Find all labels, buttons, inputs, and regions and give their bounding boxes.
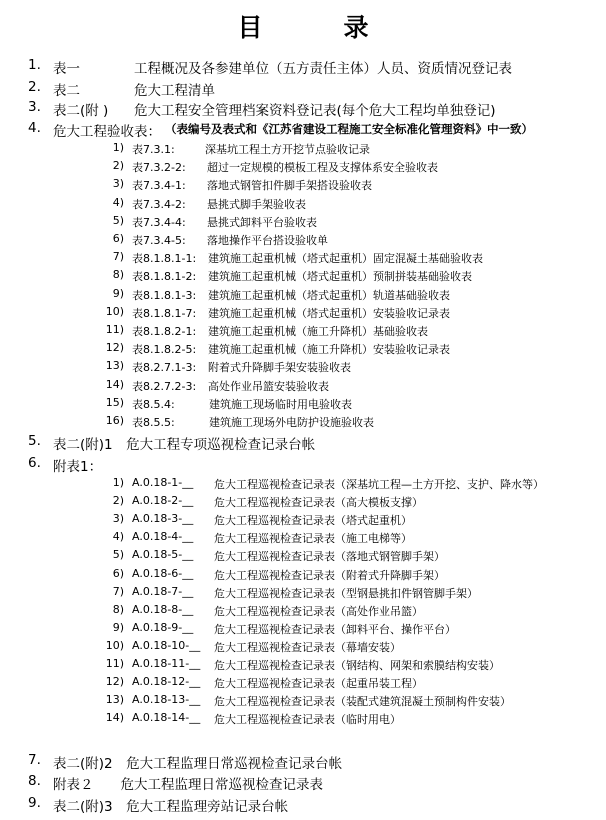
toc-code: 表一 [53,61,80,77]
toc-desc: 附表1： [53,459,103,475]
list-desc: 危大工程巡视检查记录表（高大模板支撑） [214,496,423,510]
list-number: 12) [105,341,124,355]
list-desc: 危大工程巡视检查记录表（附着式升降脚手架） [214,568,445,582]
list-number: 16) [105,414,124,427]
list-code: 表8.2.7.1-3: [132,361,197,375]
list-desc: 危大工程巡视检查记录表（塔式起重机） [214,514,412,528]
list-number: 4) [112,530,124,544]
list-desc: 危大工程巡视检查记录表（临时用电） [214,713,401,727]
list-desc: 危大工程巡视检查记录表（高处作业吊篮） [214,604,423,618]
list-desc: 危大工程巡视检查记录表（卸料平台、操作平台） [214,622,456,636]
list-number: 3) [112,177,124,191]
toc-number: 9. [28,795,41,811]
list-code: A.0.18-7-__ [132,584,194,598]
list-code: 表7.3.4-2: [132,197,186,211]
list-number: 12) [105,675,124,689]
list-desc: 建筑施工现场临时用电验收表 [209,397,352,411]
list-desc: 建筑施工起重机械（塔式起重机）轨道基础验收表 [208,288,450,302]
toc-desc: 危大工程验收表： [53,124,161,140]
list-desc: 建筑施工起重机械（塔式起重机）预制拼装基础验收表 [208,270,472,284]
toc-code: 表二(附 ) [53,103,109,119]
toc-desc: 工程概况及各参建单位（五方责任主体）人员、资质情况登记表 [134,61,512,77]
list-code: 表8.1.8.2-5: [132,343,197,357]
list-desc: 高处作业吊篮安装验收表 [208,379,329,393]
list-number: 9) [112,620,124,634]
list-desc: 建筑施工起重机械（施工升降机）基础验收表 [208,325,428,338]
list-number: 1) [112,476,124,489]
list-number: 3) [112,512,124,526]
page-title: 目 录 [237,13,397,42]
list-desc: 危大工程巡视检查记录表（落地式钢管脚手架） [214,550,445,564]
list-number: 13) [105,693,124,707]
toc-code: 表二 [53,83,80,99]
list-code: A.0.18-2-__ [132,494,194,508]
toc-number: 4. [28,120,41,136]
toc-number: 8. [28,773,41,789]
toc-number: 2. [28,79,41,95]
list-number: 9) [112,286,124,300]
list-desc: 危大工程巡视检查记录表（起重吊装工程） [214,677,423,691]
toc-note: （表编号及表式和《江苏省建设工程施工安全标准化管理资料》中一致） [165,122,533,136]
list-code: 表7.3.4-4: [132,215,186,229]
list-code: 表7.3.4-5: [132,234,186,247]
list-code: A.0.18-12-__ [132,675,201,689]
list-desc: 建筑施工起重机械（塔式起重机）固定混凝土基础验收表 [208,252,483,266]
toc-desc: 危大工程安全管理档案资料登记表(每个危大工程均单独登记) [134,103,496,119]
list-number: 10) [105,304,124,318]
list-number: 1) [112,141,124,154]
list-number: 4) [112,195,124,209]
list-number: 8) [112,602,124,616]
list-code: 表8.1.8.1-3: [132,288,197,302]
list-code: A.0.18-5-__ [132,548,194,562]
list-number: 13) [105,359,124,373]
list-number: 11) [105,657,124,670]
toc-desc: 危大工程清单 [134,83,215,99]
list-number: 11) [105,323,124,336]
list-number: 14) [105,711,124,725]
list-desc: 危大工程巡视检查记录表（幕墙安装） [214,640,401,654]
list-code: A.0.18-11-__ [132,657,201,670]
list-number: 14) [105,377,124,391]
list-code: A.0.18-3-__ [132,512,194,526]
list-number: 2) [112,494,124,508]
list-number: 6) [112,566,124,580]
toc-number: 7. [28,752,41,768]
list-desc: 危大工程巡视检查记录表（型钢悬挑扣件钢管脚手架） [214,586,478,600]
list-number: 15) [105,395,124,409]
list-code: A.0.18-6-__ [132,566,194,580]
list-number: 5) [112,548,124,562]
list-desc: 悬挑式脚手架验收表 [207,197,306,211]
list-code: A.0.18-13-__ [132,693,201,707]
list-desc: 悬挑式卸料平台验收表 [207,215,317,229]
list-desc: 危大工程巡视检查记录表（施工电梯等） [214,532,412,546]
list-number: 7) [112,584,124,598]
list-code: 表8.1.8.1-7: [132,306,197,320]
list-desc: 危大工程巡视检查记录表（装配式建筑混凝土预制构件安装） [214,695,511,709]
list-number: 8) [112,268,124,282]
list-code: 表8.1.8.1-2: [132,270,197,284]
list-desc: 深基坑工程土方开挖节点验收记录 [205,143,370,156]
toc-number: 1. [28,57,41,73]
list-code: 表8.1.8.1-1: [132,252,197,266]
list-code: 表7.3.4-1: [132,179,186,193]
list-number: 5) [112,213,124,227]
list-number: 10) [105,638,124,652]
list-code: 表7.3.2-2: [132,161,186,175]
list-desc: 建筑施工现场外电防护设施验收表 [209,416,374,429]
list-code: A.0.18-9-__ [132,620,194,634]
toc-number: 5. [28,433,41,449]
list-code: 表8.5.4: [132,397,175,411]
toc-desc: 表二(附)2 危大工程监理日常巡视检查记录台帐 [53,756,343,772]
list-desc: 附着式升降脚手架安装验收表 [208,361,351,375]
list-code: 表7.3.1: [132,143,175,156]
list-desc: 危大工程巡视检查记录表（钢结构、网架和索膜结构安装） [214,659,500,672]
list-code: A.0.18-10-__ [132,638,201,652]
list-desc: 超过一定规模的模板工程及支撑体系安全验收表 [207,161,438,175]
list-code: A.0.18-1-__ [132,476,194,489]
toc-desc: 附表２ 危大工程监理日常巡视检查记录表 [53,777,323,793]
list-code: 表8.1.8.2-1: [132,325,197,338]
list-number: 6) [112,232,124,245]
list-code: A.0.18-14-__ [132,711,201,725]
list-desc: 建筑施工起重机械（塔式起重机）安装验收记录表 [208,306,450,320]
list-number: 2) [112,159,124,173]
list-code: A.0.18-8-__ [132,602,194,616]
toc-desc: 表二(附)3 危大工程监理旁站记录台帐 [53,799,289,815]
list-number: 7) [112,250,124,264]
toc-number: 3. [28,99,41,115]
list-code: 表8.2.7.2-3: [132,379,197,393]
list-desc: 落地操作平台搭设验收单 [207,234,328,247]
toc-number: 6. [28,455,41,471]
list-desc: 危大工程巡视检查记录表（深基坑工程—土方开挖、支护、降水等） [214,478,544,491]
list-code: 表8.5.5: [132,416,175,429]
toc-desc: 表二(附)1 危大工程专项巡视检查记录台帐 [53,437,316,453]
list-code: A.0.18-4-__ [132,530,194,544]
list-desc: 建筑施工起重机械（施工升降机）安装验收记录表 [208,343,450,357]
list-desc: 落地式钢管扣件脚手架搭设验收表 [207,179,372,193]
